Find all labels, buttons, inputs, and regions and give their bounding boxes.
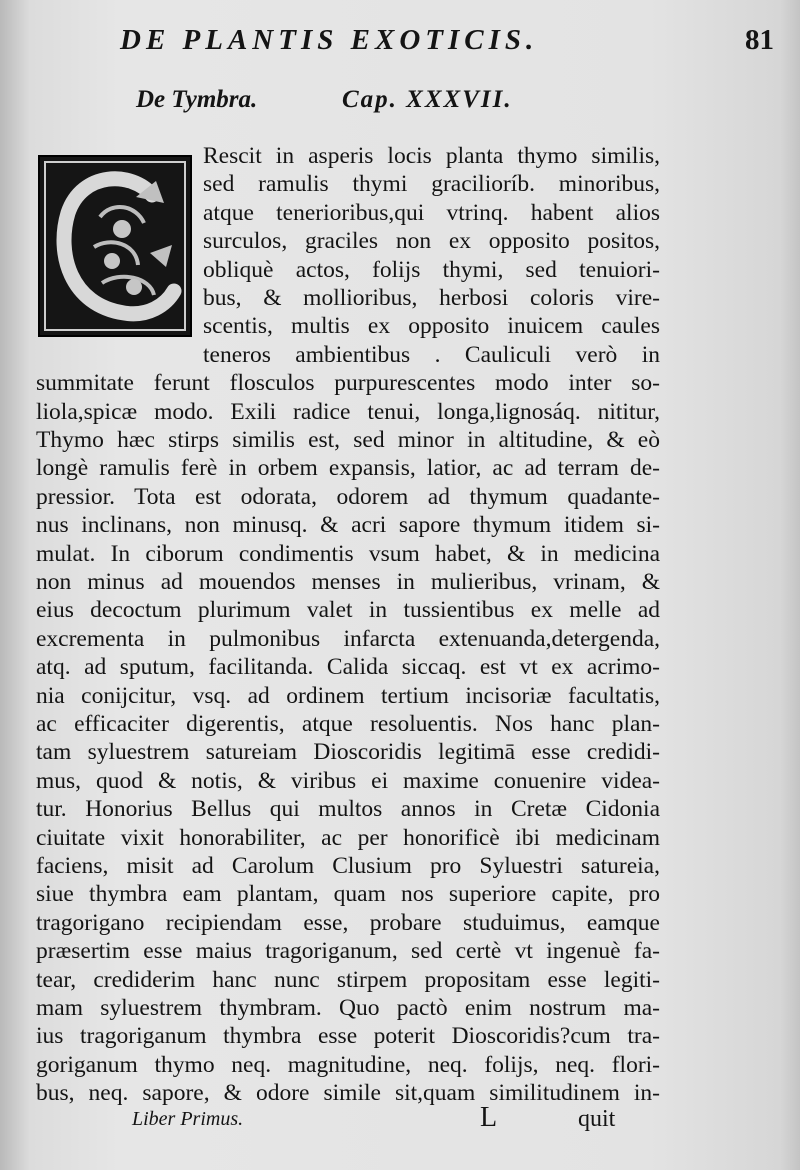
text-line: non minus ad mouendos menses in mulieribus, vrinam, &	[36, 569, 660, 595]
page-number: 81	[745, 24, 774, 56]
text-line: nia conijcitur, vsq. ad ordinem tertium incisoriæ facultatis,	[36, 682, 660, 709]
text-line: summitate ferunt flosculos purpurescentes modo inter so-	[36, 370, 660, 397]
text-line: atque tenerioribus,qui vtrinq. habent alios	[203, 199, 660, 226]
running-title: DE PLANTIS EXOTICIS.	[120, 24, 539, 56]
text-line: Thymo hæc stirps similis est, sed minor in altitudine, & eò	[36, 427, 660, 453]
text-line: mulat. In ciborum condimentis vsum habet, & in medicina	[36, 540, 660, 567]
text-line: ius tragoriganum thymbra esse poterit Dioscoridis?cum tra-	[36, 1023, 660, 1050]
text-line: liola,spicæ modo. Exili radice tenui, longa,lignosáq. nititur,	[36, 398, 660, 425]
text-line: tam syluestrem satureiam Dioscoridis legitimā esse credidi-	[36, 739, 660, 766]
footer-catchword: quit	[578, 1106, 616, 1132]
text-line: longè ramulis ferè in orbem expansis, latior, ac ad terram de-	[36, 455, 660, 482]
text-line: mam syluestrem thymbram. Quo pactò enim nostrum ma-	[36, 995, 660, 1021]
text-line: excrementa in pulmonibus infarcta extenuanda,detergenda,	[36, 625, 660, 652]
text-line: scentis, multis ex opposito inuicem caules	[203, 313, 660, 340]
text-line: sed ramulis thymi gracilioríb. minoribus,	[203, 171, 660, 198]
text-line: ciuitate vixit honorabiliter, ac per honorificè ibi medicinam	[36, 824, 660, 851]
text-line: surculos, graciles non ex opposito positos,	[203, 228, 660, 255]
text-line: eius decoctum plurimum valet in tussientibus ex melle ad	[36, 597, 660, 624]
chapter-title: De Tymbra.	[136, 86, 258, 113]
text-line: bus, & mollioribus, herbosi coloris vire-	[203, 285, 660, 311]
text-line: Rescit in asperis locis planta thymo similis,	[203, 143, 660, 169]
text-line: pressior. Tota est odorata, odorem ad thymum quadante-	[36, 483, 660, 510]
footer-signature-mark: L	[480, 1102, 498, 1133]
text-line: tear, crediderim hanc nunc stirpem propositam esse legiti-	[36, 966, 660, 993]
running-head	[120, 24, 776, 64]
text-line: atq. ad sputum, facilitanda. Calida siccaq. est vt ex acrimo-	[36, 654, 660, 681]
text-line: teneros ambientibus . Cauliculi verò in	[203, 341, 660, 368]
text-line: tur. Honorius Bellus qui multos annos in Cretæ Cidonia	[36, 796, 660, 823]
chapter-number: Cap. XXXVII.	[342, 86, 513, 113]
decorated-initial-icon	[38, 155, 192, 337]
text-line: mus, quod & notis, & viribus ei maxime conuenire videa-	[36, 767, 660, 794]
text-line: siue thymbra eam plantam, quam nos superiore capite, pro	[36, 881, 660, 908]
text-line: præsertim esse maius tragoriganum, sed certè vt ingenuè fa-	[36, 938, 660, 965]
footer-signature: Liber Primus.	[132, 1108, 244, 1130]
text-line: faciens, misit ad Carolum Clusium pro Syluestri satureia,	[36, 853, 660, 879]
text-line: obliquè actos, folijs thymi, sed tenuiori-	[203, 256, 660, 283]
text-line: ac efficaciter digerentis, atque resoluentis. Nos hanc plan-	[36, 711, 660, 737]
text-line: nus inclinans, non minusq. & acri sapore thymum itidem si-	[36, 512, 660, 539]
chapter-heading	[136, 86, 556, 122]
text-line: goriganum thymo neq. magnitudine, neq. folijs, neq. flori-	[36, 1051, 660, 1078]
text-line: bus, neq. sapore, & odore simile sit,quam similitudinem in-	[36, 1080, 660, 1107]
text-line: tragorigano recipiendam esse, probare studuimus, eamque	[36, 909, 660, 936]
